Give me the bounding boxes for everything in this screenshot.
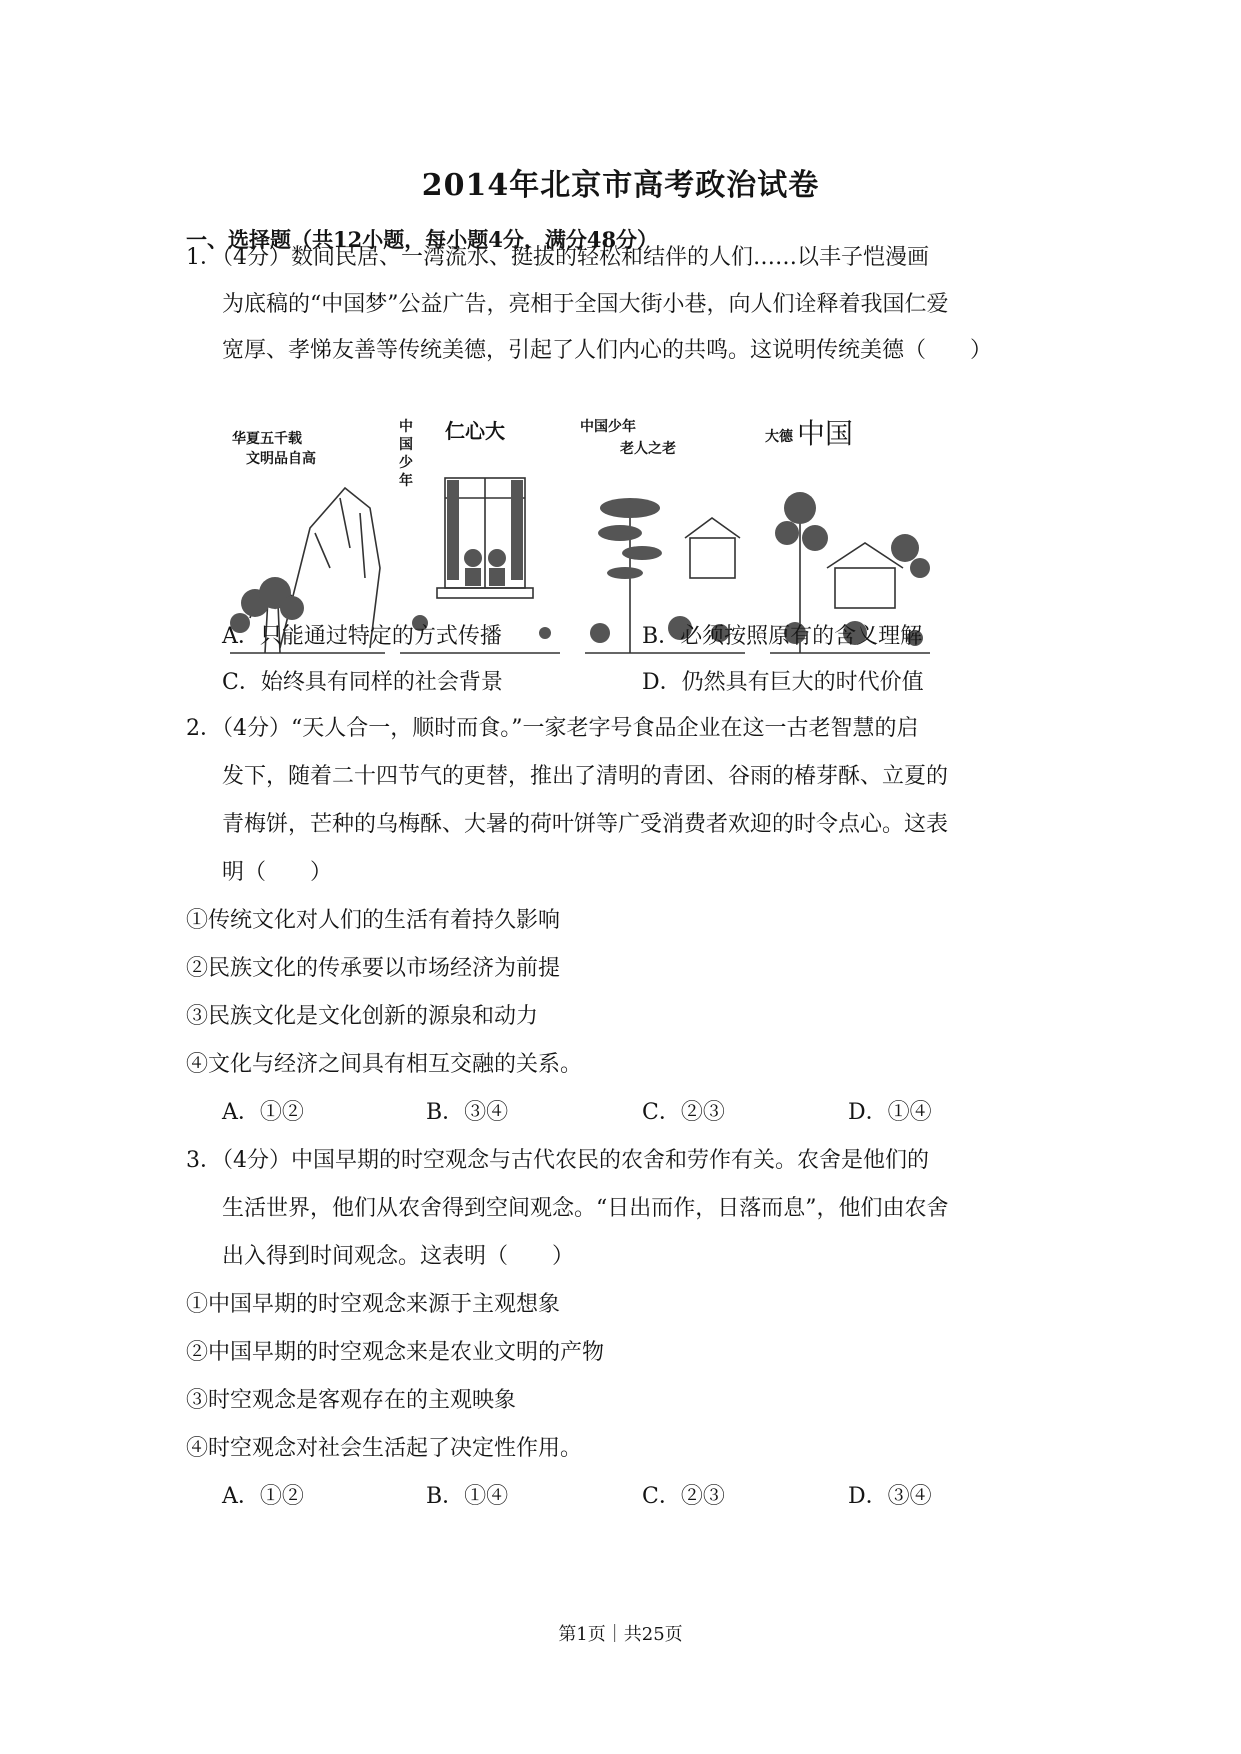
illustration-4-caption-1: 大德 [765, 429, 793, 445]
q2-line-3: 青梅饼，芒种的乌梅酥、大暑的荷叶饼等广受消费者欢迎的时令点心。这表 [222, 812, 949, 837]
q2-option-a[interactable]: A．①② [222, 1100, 304, 1125]
q3-option-b[interactable]: B．①④ [426, 1484, 509, 1509]
illustration-3-caption-2: 老人之老 [620, 441, 676, 457]
page-footer: 第1页｜共25页 [558, 1624, 683, 1645]
q2-option-d[interactable]: D．①④ [848, 1100, 932, 1125]
q1-option-c[interactable]: C．始终具有同样的社会背景 [222, 670, 503, 695]
q1-options-row-1 [222, 622, 942, 652]
q2-item-4: ④文化与经济之间具有相互交融的关系。 [186, 1052, 583, 1077]
q3-line-3: 出入得到时间观念。这表明（ ） [222, 1244, 575, 1269]
page-title: 2014年北京市高考政治试卷 [421, 168, 820, 203]
q3-item-4: ④时空观念对社会生活起了决定性作用。 [186, 1436, 583, 1461]
q3-line-1: 3．（4分）中国早期的时空观念与古代农民的农舍和劳作有关。农舍是他们的 [186, 1148, 929, 1173]
q3-line-2: 生活世界，他们从农舍得到空间观念。“日出而作，日落而息”，他们由农舍 [222, 1196, 949, 1221]
illustration-2-caption-2: 仁心大 [445, 419, 505, 443]
q3-option-a[interactable]: A．①② [222, 1484, 304, 1509]
q3-option-d[interactable]: D．③④ [848, 1484, 932, 1509]
illustration-1-caption-1: 华夏五千载 [232, 431, 302, 447]
q1-line-2: 为底稿的“中国梦”公益广告，亮相于全国大街小巷，向人们诠释着我国仁爱 [222, 292, 949, 317]
q3-item-1: ①中国早期的时空观念来源于主观想象 [186, 1292, 561, 1317]
q2-item-3: ③民族文化是文化创新的源泉和动力 [186, 1004, 539, 1029]
q3-item-3: ③时空观念是客观存在的主观映象 [186, 1388, 517, 1413]
illustration-3-caption-1: 中国少年 [580, 419, 636, 435]
illustration-1-caption-2: 文明品自高 [246, 451, 316, 467]
section-heading: 一、选择题（共12小题，每小题4分，满分48分） [186, 227, 659, 252]
q1-line-1: 1．（4分）数间民居、一湾流水、挺拔的轻松和结伴的人们……以丰子恺漫画 [186, 245, 929, 270]
q2-options [222, 1098, 942, 1128]
q3-item-2: ②中国早期的时空观念来是农业文明的产物 [186, 1340, 605, 1365]
q1-option-a[interactable]: A．只能通过特定的方式传播 [222, 624, 502, 649]
q1-option-b[interactable]: B．必须按照原有的含义理解 [642, 624, 923, 649]
q3-options [222, 1482, 942, 1512]
illustration-2-caption-1: 中国少年 [399, 419, 413, 489]
q1-option-d[interactable]: D．仍然具有巨大的时代价值 [642, 670, 924, 695]
q2-option-b[interactable]: B．③④ [426, 1100, 509, 1125]
q2-item-2: ②民族文化的传承要以市场经济为前提 [186, 956, 561, 981]
q1-options-row-2 [222, 668, 942, 698]
q2-line-4: 明（ ） [222, 860, 333, 885]
q2-line-2: 发下，随着二十四节气的更替，推出了清明的青团、谷雨的椿芽酥、立夏的 [222, 764, 949, 789]
q3-option-c[interactable]: C．②③ [642, 1484, 725, 1509]
illustration-4-caption-2: 中国 [797, 417, 854, 450]
q1-line-3: 宽厚、孝悌友善等传统美德，引起了人们内心的共鸣。这说明传统美德（ ） [222, 338, 993, 363]
q2-line-1: 2．（4分）“天人合一，顺时而食。”一家老字号食品企业在这一古老智慧的启 [186, 716, 919, 741]
q2-option-c[interactable]: C．②③ [642, 1100, 725, 1125]
q2-item-1: ①传统文化对人们的生活有着持久影响 [186, 908, 561, 933]
